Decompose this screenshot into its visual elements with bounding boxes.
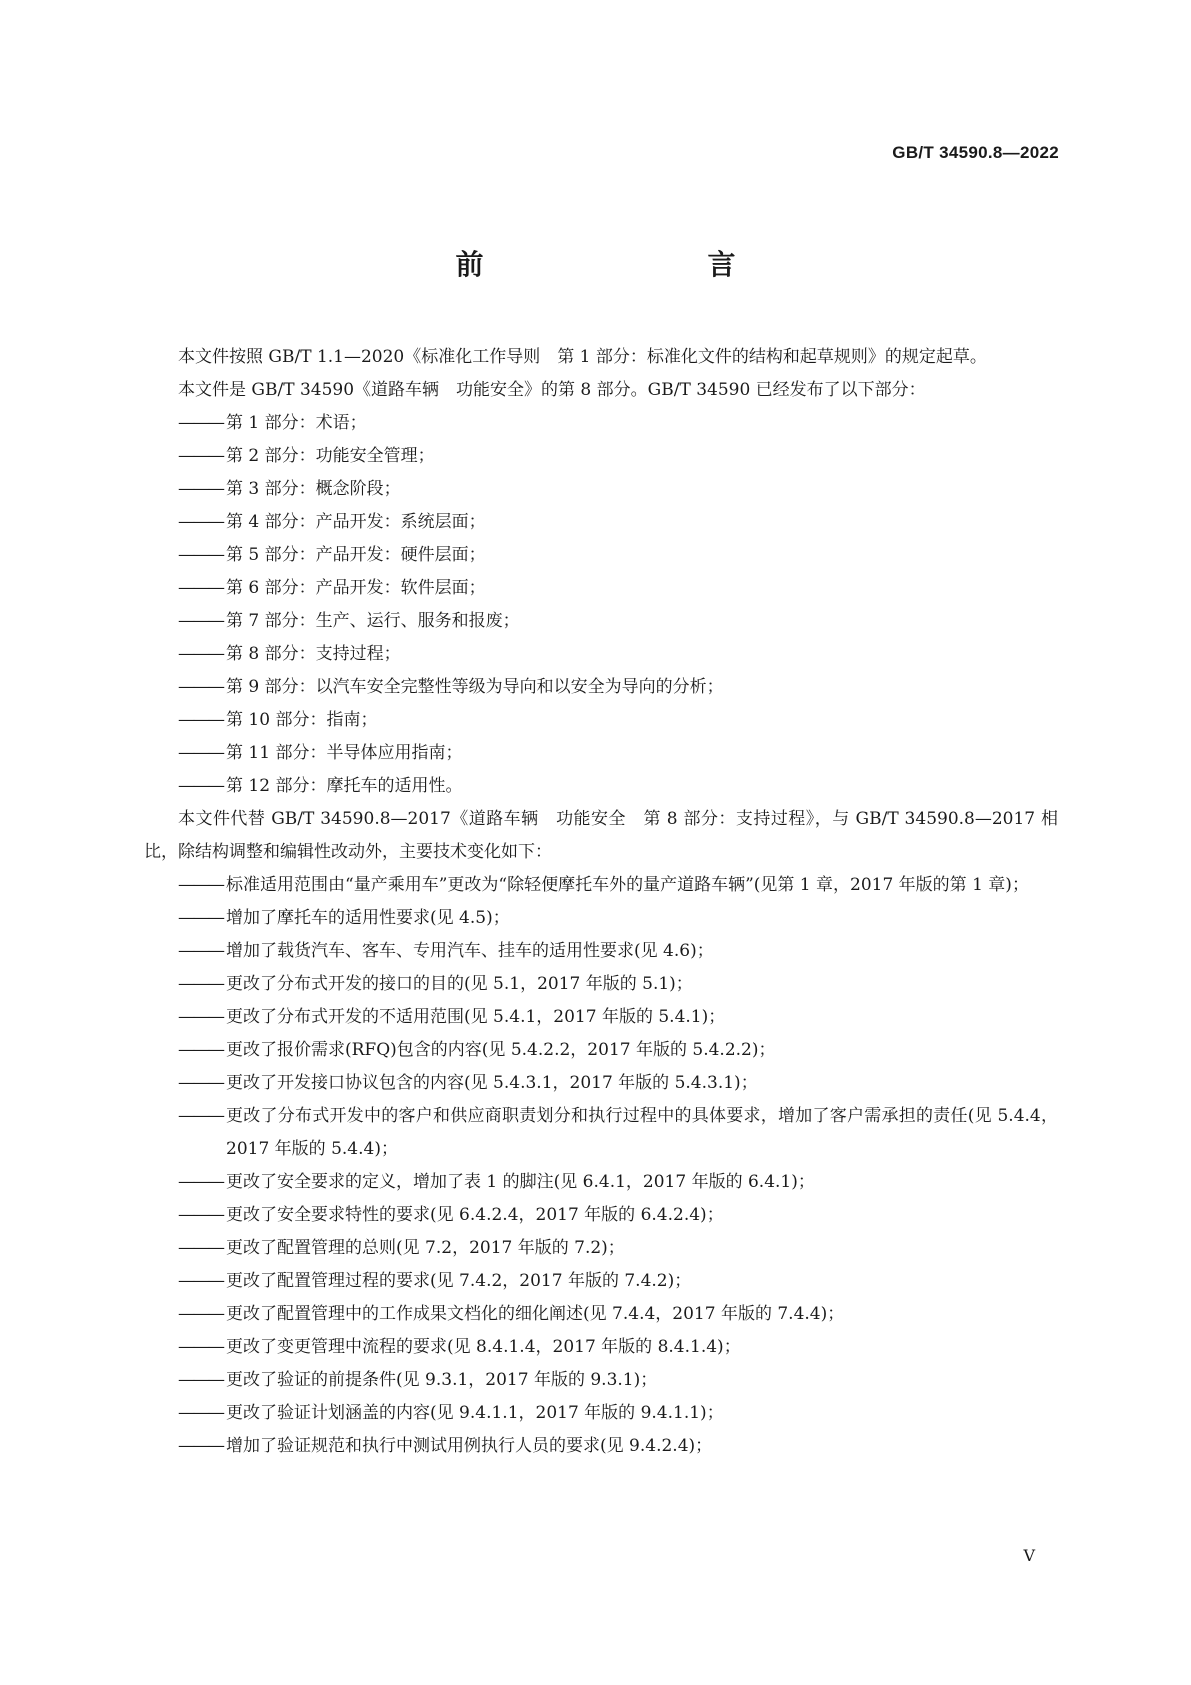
- change-item: [144, 1067, 1058, 1100]
- change-item-text: 更改了开发接口协议包含的内容(见 5.4.3.1，2017 年版的 5.4.3.1)；: [226, 1073, 758, 1093]
- change-item: [144, 1166, 1058, 1199]
- list-dash: ———: [178, 875, 223, 895]
- list-dash: ———: [178, 941, 223, 961]
- change-item-text: 更改了配置管理中的工作成果文档化的细化阐述(见 7.4.4，2017 年版的 7.4.4)；: [226, 1304, 845, 1324]
- part-item-text: 第 8 部分：支持过程；: [226, 644, 401, 664]
- page-title: 前 言: [455, 248, 792, 281]
- part-item: [144, 638, 1058, 671]
- change-item: [144, 1430, 1058, 1463]
- page-number: V: [1023, 1546, 1035, 1565]
- list-dash: ———: [178, 1172, 223, 1192]
- change-item: [144, 968, 1058, 1001]
- part-item: [144, 539, 1058, 572]
- part-item-text: 第 9 部分：以汽车安全完整性等级为导向和以安全为导向的分析；: [226, 677, 724, 697]
- list-dash: ———: [178, 1106, 223, 1126]
- list-dash: ———: [178, 611, 223, 631]
- intro-paragraph: 本文件是 GB/T 34590《道路车辆 功能安全》的第 8 部分。GB/T 34590 已经发布了以下部分：: [178, 380, 926, 400]
- change-item-text: 更改了变更管理中流程的要求(见 8.4.1.4，2017 年版的 8.4.1.4)；: [226, 1337, 741, 1357]
- list-dash: ———: [178, 1007, 223, 1027]
- list-dash: ———: [178, 578, 223, 598]
- list-dash: ———: [178, 776, 223, 796]
- change-item: [144, 1265, 1058, 1298]
- part-item: [144, 473, 1058, 506]
- document-body: [144, 341, 1058, 1463]
- change-item-text: 更改了分布式开发的接口的目的(见 5.1，2017 年版的 5.1)；: [226, 974, 693, 994]
- parts-list: [144, 407, 1058, 803]
- intro-paragraph: 本文件按照 GB/T 1.1—2020《标准化工作导则 第 1 部分：标准化文件的结构和起草规则》的规定起草。: [178, 347, 987, 367]
- change-item-text: 更改了分布式开发中的客户和供应商职责划分和执行过程中的具体要求，增加了客户需承担的责任(见 5.4.4，2017 年版的 5.4.4)；: [226, 1106, 1058, 1159]
- list-dash: ———: [178, 1073, 223, 1093]
- change-item-text: 增加了载货汽车、客车、专用汽车、挂车的适用性要求(见 4.6)；: [226, 941, 714, 961]
- change-item: [144, 935, 1058, 968]
- list-dash: ———: [178, 413, 223, 433]
- list-dash: ———: [178, 974, 223, 994]
- change-item-text: 更改了分布式开发的不适用范围(见 5.4.1，2017 年版的 5.4.1)；: [226, 1007, 726, 1027]
- list-dash: ———: [178, 1304, 223, 1324]
- change-item: [144, 1232, 1058, 1265]
- change-item-text: 更改了安全要求特性的要求(见 6.4.2.4，2017 年版的 6.4.2.4)；: [226, 1205, 724, 1225]
- list-dash: ———: [178, 1337, 223, 1357]
- list-dash: ———: [178, 1370, 223, 1390]
- list-dash: ———: [178, 1238, 223, 1258]
- list-dash: ———: [178, 644, 223, 664]
- change-item: [144, 869, 1058, 902]
- change-item-text: 更改了验证计划涵盖的内容(见 9.4.1.1，2017 年版的 9.4.1.1)；: [226, 1403, 724, 1423]
- change-item-text: 更改了安全要求的定义，增加了表 1 的脚注(见 6.4.1，2017 年版的 6.4.1)；: [226, 1172, 815, 1192]
- list-dash: ———: [178, 1403, 223, 1423]
- part-item: [144, 407, 1058, 440]
- change-item: [144, 1397, 1058, 1430]
- change-item-text: 更改了配置管理过程的要求(见 7.4.2，2017 年版的 7.4.2)；: [226, 1271, 692, 1291]
- part-item: [144, 572, 1058, 605]
- list-dash: ———: [178, 479, 223, 499]
- list-dash: ———: [178, 710, 223, 730]
- list-dash: ———: [178, 908, 223, 928]
- list-dash: ———: [178, 512, 223, 532]
- part-item: [144, 737, 1058, 770]
- part-item: [144, 506, 1058, 539]
- part-item-text: 第 10 部分：指南；: [226, 710, 378, 730]
- list-dash: ———: [178, 1271, 223, 1291]
- change-item-text: 更改了验证的前提条件(见 9.3.1，2017 年版的 9.3.1)；: [226, 1370, 658, 1390]
- part-item-text: 第 5 部分：产品开发：硬件层面；: [226, 545, 486, 565]
- part-item-text: 第 3 部分：概念阶段；: [226, 479, 401, 499]
- change-item-text: 增加了摩托车的适用性要求(见 4.5)；: [226, 908, 510, 928]
- part-item-text: 第 6 部分：产品开发：软件层面；: [226, 578, 486, 598]
- part-item-text: 第 2 部分：功能安全管理；: [226, 446, 435, 466]
- part-item-text: 第 11 部分：半导体应用指南；: [226, 743, 463, 763]
- change-item: [144, 1100, 1058, 1166]
- change-item-text: 增加了验证规范和执行中测试用例执行人员的要求(见 9.4.2.4)；: [226, 1436, 713, 1456]
- list-dash: ———: [178, 677, 223, 697]
- list-dash: ———: [178, 545, 223, 565]
- part-item-text: 第 1 部分：术语；: [226, 413, 367, 433]
- part-item-text: 第 4 部分：产品开发：系统层面；: [226, 512, 486, 532]
- part-item-text: 第 7 部分：生产、运行、服务和报废；: [226, 611, 520, 631]
- part-item: [144, 704, 1058, 737]
- part-item: [144, 770, 1058, 803]
- list-dash: ———: [178, 1040, 223, 1060]
- change-item: [144, 1034, 1058, 1067]
- replace-paragraph: 本文件代替 GB/T 34590.8—2017《道路车辆 功能安全 第 8 部分：支持过程》，与 GB/T 34590.8—2017 相比，除结构调整和编辑性改动外，主要技术变化如下：: [144, 809, 1058, 862]
- change-item: [144, 902, 1058, 935]
- list-dash: ———: [178, 1205, 223, 1225]
- change-item: [144, 1298, 1058, 1331]
- change-item: [144, 1331, 1058, 1364]
- document-number: GB/T 34590.8—2022: [892, 143, 1059, 162]
- list-dash: ———: [178, 1436, 223, 1456]
- change-item-text: 更改了配置管理的总则(见 7.2，2017 年版的 7.2)；: [226, 1238, 625, 1258]
- change-item-text: 标准适用范围由“量产乘用车”更改为“除轻便摩托车外的量产道路车辆”(见第 1 章，2017 年版的第 1 章)；: [226, 875, 1029, 895]
- part-item: [144, 671, 1058, 704]
- list-dash: ———: [178, 446, 223, 466]
- part-item: [144, 440, 1058, 473]
- change-item: [144, 1001, 1058, 1034]
- change-item-text: 更改了报价需求(RFQ)包含的内容(见 5.4.2.2，2017 年版的 5.4.2.2)；: [226, 1040, 776, 1060]
- part-item-text: 第 12 部分：摩托车的适用性。: [226, 776, 463, 796]
- list-dash: ———: [178, 743, 223, 763]
- change-item: [144, 1199, 1058, 1232]
- part-item: [144, 605, 1058, 638]
- change-item: [144, 1364, 1058, 1397]
- changes-list: [144, 869, 1058, 1463]
